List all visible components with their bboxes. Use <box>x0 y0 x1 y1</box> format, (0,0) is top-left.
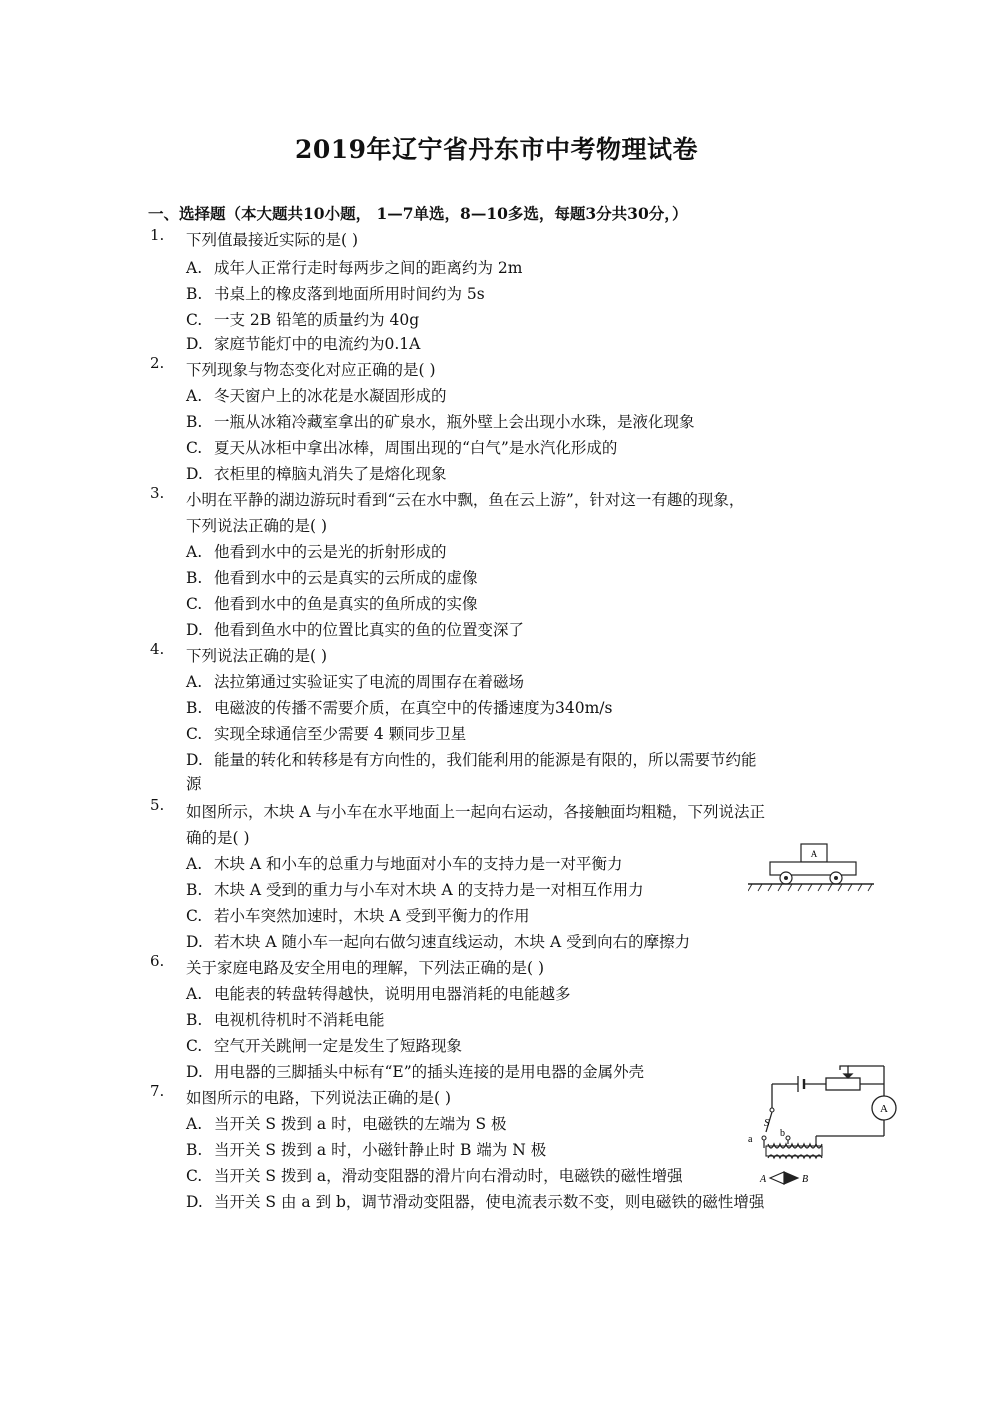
option-text: 一支 2B 铅笔的质量约为 40g <box>214 311 420 329</box>
option-c <box>186 1164 683 1186</box>
contact-b <box>786 1136 790 1140</box>
option-b <box>186 282 485 304</box>
option-label: A. <box>186 673 203 691</box>
option-d <box>186 618 524 640</box>
contact-a <box>762 1136 766 1140</box>
option-text: 电磁波的传播不需要介质，在真空中的传播速度为340m/s <box>214 699 613 717</box>
option-label: D. <box>186 933 203 951</box>
option-label: B. <box>186 1011 203 1029</box>
option-label: D. <box>186 465 203 483</box>
option-label: D. <box>186 1193 203 1211</box>
option-text: 空气开关跳闸一定是发生了短路现象 <box>214 1037 463 1055</box>
option-a <box>186 1112 507 1134</box>
option-label: C. <box>186 907 203 925</box>
option-c <box>186 722 466 744</box>
ground-hatching <box>748 884 872 891</box>
option-text: 夏天从冰柜中拿出冰棒，周围出现的“白气”是水汽化形成的 <box>214 439 618 457</box>
option-label: C. <box>186 725 203 743</box>
needle-right-label: B <box>802 1174 809 1185</box>
option-b <box>186 696 612 718</box>
option-c <box>186 1034 462 1056</box>
option-text: 若小车突然加速时，木块 A 受到平衡力的作用 <box>214 907 530 925</box>
option-c <box>186 436 617 458</box>
question-text-line2: 确的是( ) <box>186 829 250 847</box>
option-label: B. <box>186 569 203 587</box>
option-text: 若木块 A 随小车一起向右做匀速直线运动，木块 A 受到向右的摩擦力 <box>214 933 691 951</box>
ammeter-label: A <box>880 1103 888 1115</box>
option-b <box>186 410 695 432</box>
question-text: 下列现象与物态变化对应正确的是( ) <box>186 361 436 379</box>
needle-left-half <box>770 1172 784 1184</box>
option-text: 当开关 S 由 a 到 b，调节滑动变阻器，使电流表示数不变，则电磁铁的磁性增强 <box>214 1193 765 1211</box>
question-number: 4. <box>150 640 165 658</box>
option-d <box>186 930 690 952</box>
option-label: B. <box>186 413 203 431</box>
option-text: 木块 A 和小车的总重力与地面对小车的支持力是一对平衡力 <box>214 855 623 873</box>
cart-block-figure <box>748 840 876 896</box>
option-text: 木块 A 受到的重力与小车对木块 A 的支持力是一对相互作用力 <box>214 881 644 899</box>
option-label: D. <box>186 751 203 769</box>
option-label: C. <box>186 311 203 329</box>
option-label: D. <box>186 1063 203 1081</box>
question-text: 下列值最接近实际的是( ) <box>186 231 359 249</box>
option-a <box>186 982 571 1004</box>
option-b <box>186 566 478 588</box>
switch-label: S <box>764 1117 770 1129</box>
rheostat-slider <box>840 1066 848 1074</box>
option-label: C. <box>186 1167 203 1185</box>
contact-a-label: a <box>748 1134 753 1145</box>
option-d-wrap: 源 <box>186 775 202 793</box>
option-text: 他看到水中的云是光的折射形成的 <box>214 543 447 561</box>
option-label: B. <box>186 1141 203 1159</box>
question-number: 5. <box>150 796 165 814</box>
option-d <box>186 1060 644 1082</box>
option-a <box>186 670 524 692</box>
option-label: A. <box>186 543 203 561</box>
option-text: 衣柜里的樟脑丸消失了是熔化现象 <box>214 465 447 483</box>
option-text: 当开关 S 拨到 a 时，小磁针静止时 B 端为 N 极 <box>214 1141 547 1159</box>
block-label: A <box>810 849 818 859</box>
option-text: 他看到鱼水中的位置比真实的鱼的位置变深了 <box>214 621 525 639</box>
option-d <box>186 332 420 354</box>
question-number: 7. <box>150 1082 165 1100</box>
option-c <box>186 308 419 330</box>
option-label: C. <box>186 439 203 457</box>
circuit-figure <box>744 1064 904 1188</box>
question-text: 小明在平静的湖边游玩时看到“云在水中飘，鱼在云上游”，针对这一有趣的现象， <box>186 491 745 509</box>
option-label: A. <box>186 387 203 405</box>
option-label: B. <box>186 699 203 717</box>
question-text: 关于家庭电路及安全用电的理解，下列法正确的是( ) <box>186 959 545 977</box>
option-label: C. <box>186 595 203 613</box>
page-title: 2019年辽宁省丹东市中考物理试卷 <box>294 135 699 164</box>
option-label: A. <box>186 985 203 1003</box>
option-a <box>186 384 447 406</box>
option-text: 冬天窗户上的冰花是水凝固形成的 <box>214 387 447 405</box>
option-text: 电视机待机时不消耗电能 <box>214 1011 385 1029</box>
option-b <box>186 1138 546 1160</box>
rheostat <box>826 1078 860 1090</box>
option-c <box>186 592 478 614</box>
switch-pivot <box>770 1108 774 1112</box>
option-b <box>186 878 644 900</box>
question-number: 6. <box>150 952 165 970</box>
option-a <box>186 256 523 278</box>
option-text: 一瓶从冰箱冷藏室拿出的矿泉水，瓶外壁上会出现小水珠，是液化现象 <box>214 413 695 431</box>
question-text-line2: 下列说法正确的是( ) <box>186 517 328 535</box>
option-label: A. <box>186 259 203 277</box>
option-d <box>186 462 447 484</box>
option-text: 用电器的三脚插头中标有“E”的插头连接的是用电器的金属外壳 <box>214 1063 645 1081</box>
section-heading: 一、选择题（本大题共10小题， 1—7单选，8—10多选，每题3分共30分，） <box>148 204 688 223</box>
option-text: 成年人正常行走时每两步之间的距离约为 2m <box>214 259 523 277</box>
circuit-wires <box>772 1066 884 1136</box>
option-text: 实现全球通信至少需要 4 颗同步卫星 <box>214 725 467 743</box>
option-text: 电能表的转盘转得越快，说明用电器消耗的电能越多 <box>214 985 571 1003</box>
option-a <box>186 852 623 874</box>
option-label: A. <box>186 855 203 873</box>
option-label: D. <box>186 621 203 639</box>
option-label: B. <box>186 881 203 899</box>
option-text: 他看到水中的鱼是真实的鱼所成的实像 <box>214 595 478 613</box>
option-d <box>186 748 757 770</box>
needle-right-half <box>784 1172 798 1184</box>
option-label: B. <box>186 285 203 303</box>
option-a <box>186 540 447 562</box>
option-text: 书桌上的橡皮落到地面所用时间约为 5s <box>214 285 485 303</box>
option-label: A. <box>186 1115 203 1133</box>
question-text: 下列说法正确的是( ) <box>186 647 328 665</box>
option-text: 能量的转化和转移是有方向性的，我们能利用的能源是有限的，所以需要节约能 <box>214 751 757 769</box>
contact-b-label: b <box>780 1128 785 1139</box>
option-text: 家庭节能灯中的电流约为0.1A <box>214 335 421 353</box>
question-text: 如图所示，木块 A 与小车在水平地面上一起向右运动，各接触面均粗糙，下列说法正 <box>186 803 766 821</box>
option-c <box>186 904 530 926</box>
option-text: 法拉第通过实验证实了电流的周围存在着磁场 <box>214 673 525 691</box>
needle-left-label: A <box>760 1174 767 1185</box>
option-text: 他看到水中的云是真实的云所成的虚像 <box>214 569 478 587</box>
option-b <box>186 1008 385 1030</box>
question-number: 3. <box>150 484 165 502</box>
option-text: 当开关 S 拨到 a 时，电磁铁的左端为 S 极 <box>214 1115 507 1133</box>
option-text: 当开关 S 拨到 a，滑动变阻器的滑片向右滑动时，电磁铁的磁性增强 <box>214 1167 683 1185</box>
question-number: 1. <box>150 226 165 244</box>
option-d <box>186 1190 764 1212</box>
option-label: C. <box>186 1037 203 1055</box>
question-text: 如图所示的电路，下列说法正确的是( ) <box>186 1089 452 1107</box>
question-number: 2. <box>150 354 165 372</box>
option-label: D. <box>186 335 203 353</box>
